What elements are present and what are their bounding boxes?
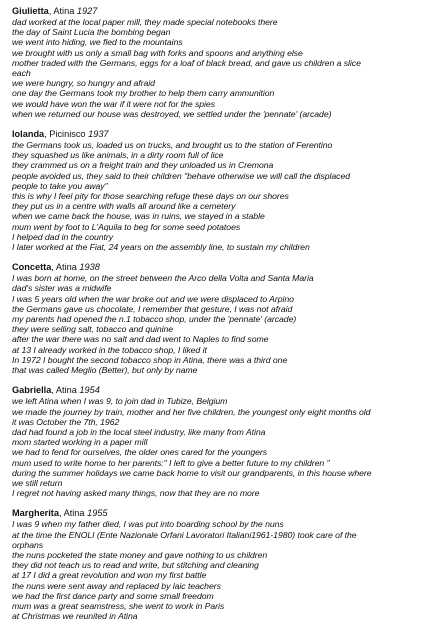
testimony-lines	[12, 17, 420, 119]
testimony-line: at the time the ENOLI (Ente Nazionale Orfani Lavoratori Italiani1961-1980) took care of the	[12, 529, 357, 540]
testimony-lines	[12, 140, 420, 252]
testimony-line: they were selling salt, tobacco and quinine	[12, 324, 174, 335]
testimony-entry	[12, 129, 420, 252]
testimony-line: In 1972 I bought the second tobacco shop in Atina, there was a third one	[12, 354, 288, 365]
testimony-line: we would have won the war if it were not for the spies	[12, 98, 216, 109]
testimony-line: after the war there was no salt and dad went to Naples to find some	[12, 334, 269, 345]
entry-header	[12, 385, 420, 396]
testimony-line: when we returned our house was destroyed, we settled under the 'pennate' (arcade)	[12, 108, 332, 119]
testimony-line: mom started working in a paper mill	[12, 437, 148, 448]
testimony-line: mother traded with the Germans, eggs for a loaf of black bread, and gave us children a slice	[12, 57, 361, 68]
testimony-line: at Christmas we reunited in Atina	[12, 611, 138, 621]
testimony-line: people avoided us, they said to their children "behave otherwise we will call the displaced	[12, 170, 351, 181]
testimony-line: they crammed us on a freight train and they unloaded us in Cremona	[12, 160, 274, 171]
testimony-lines	[12, 273, 420, 375]
birthplace: , Atina	[48, 6, 77, 16]
testimony-line: my parents had opened the n.1 tobacco shop, under the 'pennate' (arcade)	[12, 314, 297, 325]
testimony-lines	[12, 396, 420, 498]
birth-year: 1927	[76, 6, 98, 16]
testimony-line: we brought with us only a small bag with forks and spoons and anything else	[12, 47, 303, 58]
birth-year: 1954	[79, 385, 100, 396]
person-name: Margherita	[12, 508, 59, 519]
testimony-line: we still return	[12, 477, 63, 488]
testimony-line: the day of Saint Lucia the bombing began	[12, 27, 171, 38]
testimony-line: I was born at home, on the street between the Arco della Volta and Santa Maria	[12, 273, 314, 284]
birthplace: , Picinisco	[44, 129, 89, 140]
testimony-line: at 13 I already worked in the tobacco shop, I liked it	[12, 344, 207, 355]
entry-header	[12, 6, 420, 17]
testimony-line: I later worked at the Fiat, 24 years on the assembly line, to sustain my children	[12, 242, 310, 253]
testimony-line: mum was a great seamstress, she went to work in Paris	[12, 600, 225, 611]
birthplace: , Atina	[58, 508, 88, 519]
testimony-line: we left Atina when I was 9, to join dad in Tubize, Belgium	[12, 396, 228, 407]
testimony-line: the Germans gave us chocolate, I remember that gesture, I was not afraid	[12, 303, 293, 314]
birth-year: 1938	[79, 262, 100, 273]
testimony-line: I was 9 when my father died, I was put into boarding school by the nuns	[12, 519, 284, 530]
testimony-line: the Germans took us, loaded us on trucks, and brought us to the station of Ferentino	[12, 140, 333, 151]
entry-header	[12, 129, 420, 140]
testimony-entry	[12, 262, 420, 375]
testimony-line: dad worked at the local paper mill, they made special notebooks there	[12, 17, 278, 27]
birthplace: , Atina	[51, 385, 80, 396]
testimony-line: at 17 I did a great revolution and won my first battle	[12, 570, 207, 581]
person-name: Concetta	[12, 262, 52, 273]
testimony-line: I regret not having asked many things, now that they are no more	[12, 488, 260, 499]
testimony-line: orphans	[12, 539, 44, 550]
testimony-line: we made the journey by train, mother and her five children, the youngest only eight months old	[12, 406, 371, 417]
testimony-line: dad's sister was a midwife	[12, 283, 112, 294]
testimony-line: one day the Germans took my brother to help them carry ammunition	[12, 88, 275, 99]
testimony-line: we were hungry, so hungry and afraid	[12, 78, 155, 89]
testimony-line: it was October the 7th, 1962	[12, 416, 120, 427]
person-name: Giulietta	[12, 6, 49, 16]
birth-year: 1955	[87, 508, 108, 519]
person-name: Iolanda	[12, 129, 45, 140]
testimony-line: the nuns were sent away and replaced by laic teachers	[12, 580, 221, 591]
entry-header	[12, 508, 420, 519]
testimony-lines	[12, 519, 420, 621]
testimony-line: dad had found a job in the local steel industry, like many from Atina	[12, 426, 266, 437]
birth-year: 1937	[88, 129, 109, 140]
entry-header	[12, 262, 420, 273]
testimony-line: they put us in a centre with walls all around like a cemetery	[12, 201, 236, 212]
testimony-line: mum went by foot to L'Aquila to beg for some seed potatoes	[12, 221, 241, 232]
testimony-entry	[12, 508, 420, 621]
testimony-line: we had the first dance party and some small freedom	[12, 590, 214, 601]
testimony-line: each	[12, 68, 31, 79]
testimony-line: I was 5 years old when the war broke out and we were displaced to Arpino	[12, 293, 294, 304]
testimony-line: we went into hiding, we fled to the mountains	[12, 37, 183, 48]
testimony-line: that was called Meglio (Better), but only by name	[12, 365, 198, 376]
testimony-line: they squashed us like animals, in a dirty room full of lice	[12, 150, 224, 161]
testimony-line: when we came back the house, was in ruins, we stayed in a stable	[12, 211, 265, 222]
testimony-entry	[12, 385, 420, 498]
birthplace: , Atina	[51, 262, 80, 273]
testimony-line: I helped dad in the country	[12, 231, 114, 242]
person-name: Gabriella	[12, 385, 52, 396]
testimony-entry	[12, 6, 420, 119]
testimony-line: they did not teach us to read and write, but stitching and cleaning	[12, 560, 259, 571]
testimony-line: people to take you away"	[12, 180, 108, 191]
testimony-line: the nuns pocketed the state money and gave nothing to us children	[12, 549, 268, 560]
testimony-line: this is why I feel pity for those searching refuge these days on our shores	[12, 191, 289, 202]
testimony-line: mum used to write home to her parents:" I left to give a better future to my children "	[12, 457, 330, 468]
testimony-line: we had to fend for ourselves, the older ones cared for the youngers	[12, 447, 268, 458]
testimony-line: during the summer holidays we came back home to visit our grandparents, in this house where	[12, 467, 372, 478]
